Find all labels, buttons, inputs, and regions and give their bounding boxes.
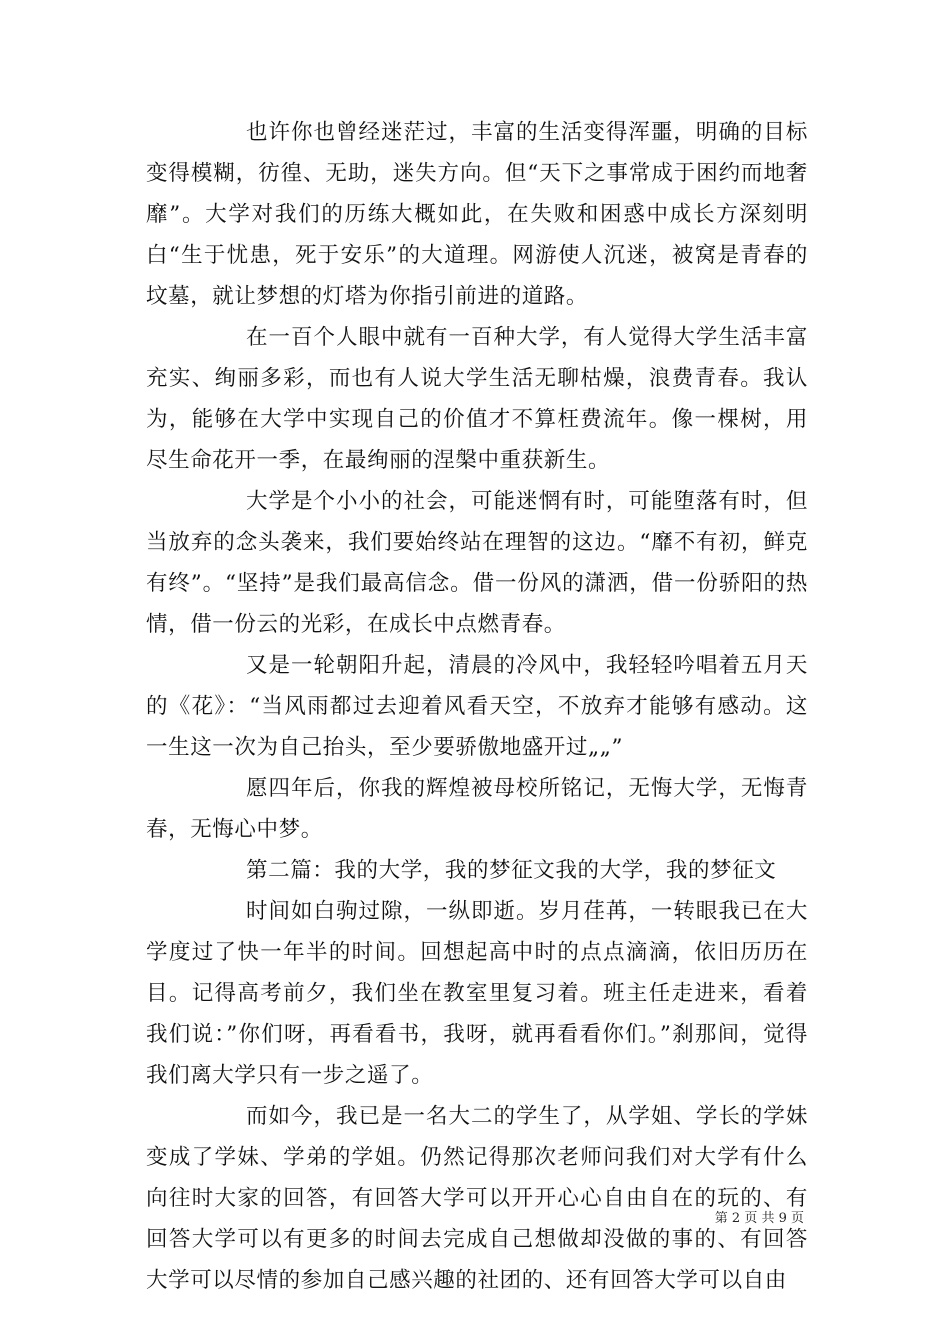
paragraph: 而如今，我已是一名大二的学生了，从学姐、学长的学妹变成了学妹、学弟的学姐。仍然记得那次老师问我们对大学有什么向往时大家的回答，有回答大学可以开开心心自由自在的玩的、有回答大学可以有更多的时间去完成自己想做却没做的事的、有回答大学可以尽情的参加自己感兴趣的社团的、还有回答大学可以自由: [146, 1104, 808, 1293]
paragraph: 时间如白驹过隙，一纵即逝。岁月荏苒，一转眼我已在大学度过了快一年半的时间。回想起高中时的点点滴滴，依旧历历在目。记得高考前夕，我们坐在教室里复习着。班主任走进来，看着我们说：”你们呀，再看看书，我呀，就再看看你们。”刹那间，觉得我们离大学只有一步之遥了。: [146, 899, 808, 1088]
document-body: [146, 112, 808, 1301]
page-number-footer: 第 2 页 共 9 页: [714, 1211, 804, 1226]
paragraph: 愿四年后，你我的辉煌被母校所铭记，无悔大学，无悔青春，无悔心中梦。: [146, 776, 808, 842]
paragraph: 在一百个人眼中就有一百种大学，有人觉得大学生活丰富充实、绚丽多彩，而也有人说大学生活无聊枯燥，浪费青春。我认为，能够在大学中实现自己的价值才不算枉费流年。像一棵树，用尽生命花开一季，在最绚丽的涅槃中重获新生。: [146, 325, 808, 473]
section-heading: 第二篇：我的大学，我的梦征文我的大学，我的梦征文: [246, 858, 777, 883]
paragraph: 也许你也曾经迷茫过，丰富的生活变得浑噩，明确的目标变得模糊，彷徨、无助，迷失方向。但“天下之事常成于困约而地奢靡”。大学对我们的历练大概如此，在失败和困惑中成长方深刻明白“生于忧患，死于安乐”的大道理。网游使人沉迷，被窝是青春的坟墓，就让梦想的灯塔为你指引前进的道路。: [146, 120, 808, 309]
paragraph: 大学是个小小的社会，可能迷惘有时，可能堕落有时，但当放弃的念头袭来，我们要始终站在理智的这边。“靡不有初，鲜克有终”。“坚持”是我们最高信念。借一份风的潇洒，借一份骄阳的热情，借一份云的光彩，在成长中点燃青春。: [146, 489, 808, 637]
paragraph: 又是一轮朝阳升起，清晨的冷风中，我轻轻吟唱着五月天的《花》：“当风雨都过去迎着风看天空，不放弃才能够有感动。这一生这一次为自己抬头，至少要骄傲地盛开过„„”: [146, 653, 808, 760]
